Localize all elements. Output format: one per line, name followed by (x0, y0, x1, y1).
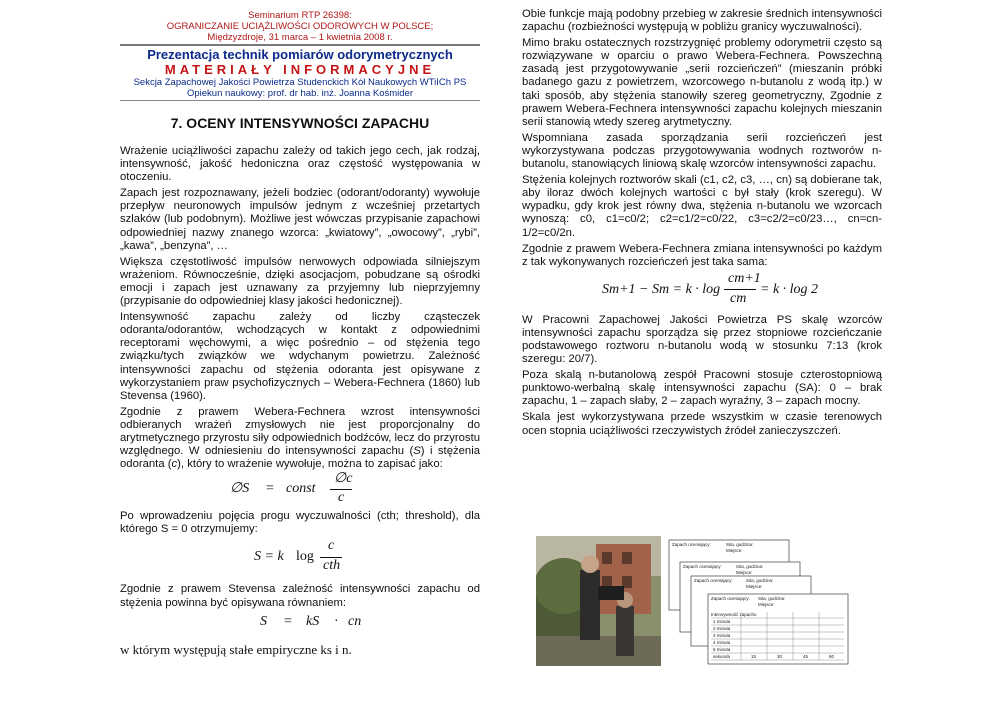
svg-text:Zapach oceniający:: Zapach oceniający: (683, 564, 722, 569)
photo-and-forms-image (536, 536, 854, 666)
svg-text:Sita, godzina:: Sita, godzina: (726, 542, 754, 547)
header-line-4: Sekcja Zapachowej Jakości Powietrza Studenckich Kół Naukowych WTiICh PS (133, 77, 467, 88)
paragraph: Po wprowadzeniu pojęcia progu wyczuwalności (cth; threshold), dla którego S = 0 otrzymujemy: (120, 510, 480, 536)
left-column (120, 0, 480, 656)
svg-text:45: 45 (803, 654, 809, 659)
svg-text:Zapach oceniający:: Zapach oceniający: (694, 578, 733, 583)
paragraph: W Pracowni Zapachowej Jakości Powietrza PS skalę wzorców intensywności zapachu sporządza się przez stopniowe rozcieńczanie podstawowego roztworu n-butanolu wodą w stosunku 7:13 (krok szeregu: 20/7). (522, 313, 882, 366)
section-title: 7. OCENY INTENSYWNOŚCI ZAPACHU (170, 115, 430, 131)
equation-stevens: S = kS · cn (260, 613, 362, 629)
svg-text:4 minuta: 4 minuta (713, 640, 731, 645)
assessment-forms (669, 540, 848, 664)
header-rule-bottom (120, 100, 480, 101)
svg-text:1 minuta: 1 minuta (713, 619, 731, 624)
svg-text:15: 15 (751, 654, 757, 659)
header-subtitle: MATERIAŁY INFORMACYJNE (164, 62, 436, 77)
svg-text:Intensywność zapachu: Intensywność zapachu (711, 612, 757, 617)
svg-text:Miejsce:: Miejsce: (746, 584, 763, 589)
header-line-3: Międzyzdroje, 31 marca – 1 kwietnia 2008 r. (207, 32, 393, 43)
paragraph: Wrażenie uciążliwości zapachu zależy od takich jego cech, jak rodzaj, intensywność, jakość hedoniczna oraz częstość występowania w otoczeniu. (120, 145, 480, 184)
equation-intensity-step: Sm+1 − Sm = k · log cm+1 cm = k · log 2 (602, 270, 819, 306)
paragraph: Zgodnie z prawem Webera-Fechnera wzrost intensywności odbieranych wrażeń zmysłowych nie jest proporcjonalny do arytmetycznego przyrostu siły odpowiednich bodźców, lecz do przyrostu względnego. W odniesieniu do intensywności zapachu (S) i stężenia odoranta (c), który to wrażenie wywołuje, można to zapisać jako: (120, 405, 480, 471)
svg-text:60: 60 (829, 654, 835, 659)
field-assessment-illustration (536, 536, 854, 666)
svg-text:Miejsce:: Miejsce: (736, 570, 753, 575)
svg-text:Miejsce:: Miejsce: (758, 602, 775, 607)
seminar-header (120, 0, 480, 101)
svg-text:sekunda: sekunda (713, 654, 731, 659)
paragraph: Skala jest wykorzystywana przede wszystkim w czasie terenowych ocen stopnia uciążliwości rzeczywistych źródeł zanieczyszczeń. (522, 411, 882, 437)
paragraph: Zapach jest rozpoznawany, jeżeli bodziec (odorant/odoranty) wywołuje przepływ neuronowych impulsów jednym z wcześniej przetartych szlaków (lub podobnym). Możliwe jest wówczas przypisanie zapachowi odpowiedniej nazwy znanego wzorca: „kwiatowy”, „owocowy”, „rybi”, „kawa”, „benzyna”, … (120, 187, 480, 252)
header-line-5: Opiekun naukowy: prof. dr hab. inż. Joanna Kośmider (186, 88, 413, 99)
svg-text:Zapach oceniający:: Zapach oceniający: (711, 596, 750, 601)
paragraph: Stężenia kolejnych roztworów skali (c1, c2, c3, …, cn) są dobierane tak, aby iloraz dwóch kolejnych wartości c był stały (krok szeregu). W wypadku, gdy krok jest równy dwa, stężenia n-butanolu we wzorcach wynoszą: c0, c1=c0/2; c2=c1/2=c0/22, c3=c2/2=c0/23…, cn=cn-1/2=c0/2n. (522, 174, 882, 239)
header-line-1: Seminarium RTP 26398: (248, 10, 352, 21)
equation-weber-fechner: S = k log c cth (254, 538, 341, 574)
equation-weber-fechner-differential: ∅S = const ∅c c (230, 471, 353, 506)
header-rule (120, 44, 480, 46)
svg-text:Miejsce:: Miejsce: (726, 548, 743, 553)
paragraph: Zgodnie z prawem Stevensa zależność intensywności zapachu od stężenia powinna być opisywana równaniem: (120, 583, 480, 609)
svg-text:5 minuta: 5 minuta (713, 647, 731, 652)
header-title: Prezentacja technik pomiarów odorymetrycznych (147, 47, 453, 62)
svg-text:30: 30 (777, 654, 783, 659)
paragraph: Mimo braku ostatecznych rozstrzygnięć problemy odorymetrii często są rozwiązywane w oparciu o prawo Webera-Fechnera. Powszechną zasadą jest przygotowywanie „serii rozcieńczeń” (mieszanin próbki badanego gazu z powietrzem, wzorcowego n-butanolu z wodą itp.) w taki sposób, aby stężenia stanowiły szereg geometryczny, Zgodnie z prawem Webera-Fechnera intensywności zapachu kolejnych mieszanin serii stanowią wtedy szereg arytmetyczny. (522, 37, 882, 128)
paragraph: Intensywność zapachu zależy od liczby cząsteczek odoranta/odorantów, wchodzących w kontakt z odpowiednimi receptorami węchowymi, a więc pośrednio – od stężenia tego związku/tych związków we wdychanym powietrzu. Zależność intensywności zapachu od stężenia odoranta jest opisywane z wykorzystaniem praw psychofizycznych – Webera-Fechnera (1860) lub Stevensa (1960). (120, 311, 480, 402)
paragraph: Poza skalą n-butanolową zespół Pracowni stosuje czterostopniową punktowo-werbalną skalę intensywności zapachu (SA): 0 – brak zapachu, 1 – zapach słaby, 2 – zapach wyraźny, 3 – zapach mocny. (522, 369, 882, 408)
paragraph: Zgodnie z prawem Webera-Fechnera zmiana intensywności po każdym z tak wykonywanych rozcieńczeń jest taka sama: (522, 242, 882, 268)
field-photo (536, 536, 661, 666)
paragraph: Większa częstotliwość impulsów nerwowych odpowiada silniejszym wrażeniom. Równocześnie, dzięki asocjacjom, pobudzane są ośrodki emocji i zapach jest uznawany za przyjemny lub nieprzyjemny (przypisanie do odpowiedniej klasy jakości hedonicznej). (120, 255, 480, 308)
svg-text:Sita, godzina:: Sita, godzina: (758, 596, 786, 601)
svg-text:Sita, godzina:: Sita, godzina: (746, 578, 774, 583)
paragraph: Wspomniana zasada sporządzania serii rozcieńczeń jest wykorzystywana podczas przygotowywania wodnych roztworów n-butanolu, stanowiących liniową skalę wzorców intensywności zapachu. (522, 131, 882, 171)
svg-text:2 minuta: 2 minuta (713, 626, 731, 631)
paragraph: Obie funkcje mają podobny przebieg w zakresie średnich intensywności zapachu (rozbieżności występują w pobliżu granicy wyczuwalności). (522, 8, 882, 34)
svg-text:Sita, godzina:: Sita, godzina: (736, 564, 764, 569)
closing-sentence: w którym występują stałe empiryczne ks i n. (120, 641, 352, 657)
svg-text:3 minuta: 3 minuta (713, 633, 731, 638)
header-line-2: OGRANICZANIE UCIĄŻLIWOŚCI ODOROWYCH W POLSCE; (166, 21, 434, 32)
svg-text:Zapach oceniający:: Zapach oceniający: (672, 542, 711, 547)
right-column (522, 8, 882, 441)
